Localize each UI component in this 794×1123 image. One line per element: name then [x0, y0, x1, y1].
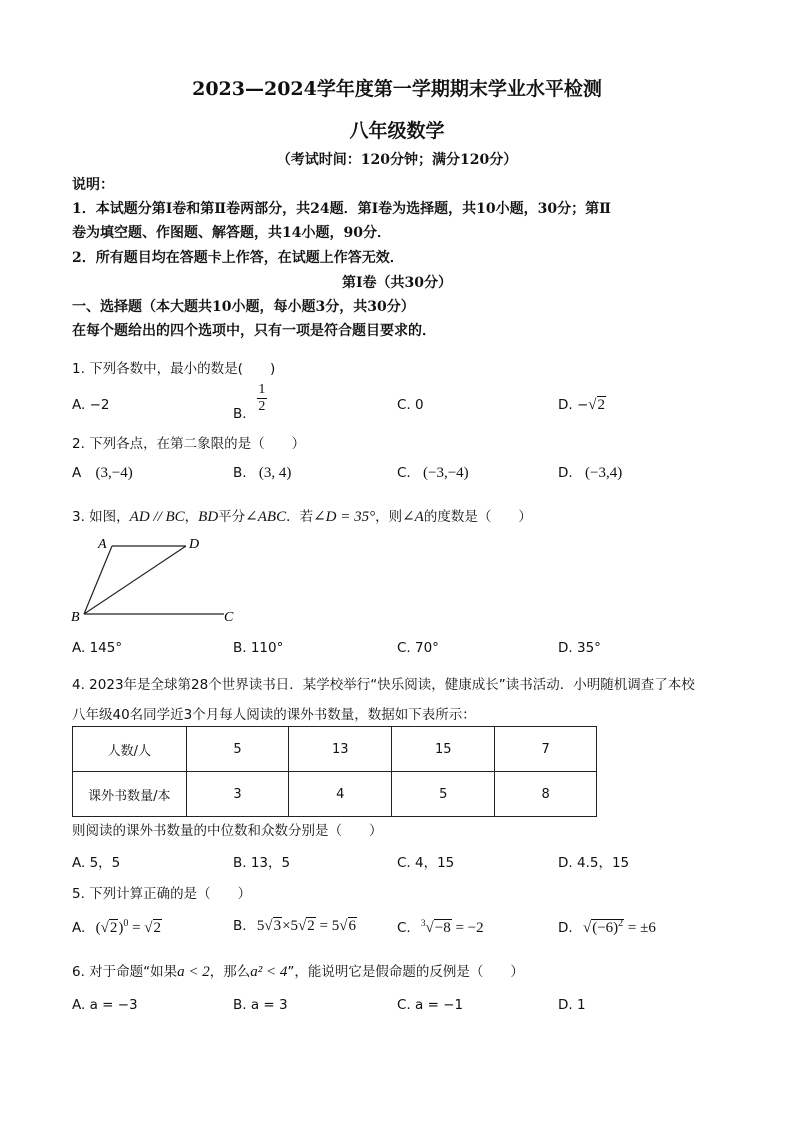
- q5-stem: 5. 下列计算正确的是（ ）: [72, 886, 252, 902]
- q3-stem-mid1: ，: [184, 509, 199, 525]
- q3-option-b: B. 110°: [233, 640, 284, 656]
- q1-fraction-denominator: 2: [258, 399, 266, 414]
- q3-stem-bd: BD: [198, 509, 219, 525]
- segment-bd: [84, 546, 186, 614]
- q1-fraction: [257, 382, 267, 415]
- q1-fraction-numerator: 1: [258, 382, 266, 397]
- q1-option-b-label: B.: [233, 405, 247, 422]
- q2-option-c-value: (−3,−4): [423, 465, 469, 481]
- q4-data-table: [72, 726, 597, 817]
- q3-stem: [72, 505, 532, 526]
- q5-option-d-exponent: 2: [618, 918, 624, 929]
- q4-stem-line-1: 4. 2023年是全球第28个世界读书日．某学校举行“快乐阅读，健康成长”读书活动．小明随机调查了本校: [72, 677, 695, 693]
- instruction-2: 2．所有题目均在答题卡上作答，在试题上作答无效．: [72, 250, 404, 266]
- q6-stem-mid: ，那么: [209, 964, 251, 980]
- q6-stem-condition: a < 2: [177, 964, 210, 980]
- exam-info: （考试时间：120分钟；满分120分）: [276, 152, 518, 168]
- table-cell: 13: [289, 727, 392, 772]
- instruction-1-line-2: 卷为填空题、作图题、解答题，共14小题，90分．: [72, 225, 391, 241]
- q2-stem: 2. 下列各点，在第二象限的是（ ）: [72, 436, 306, 452]
- q3-stem-mid4: ，则: [375, 509, 403, 525]
- q1-option-c: C. 0: [397, 397, 424, 413]
- q2-option-a: [72, 465, 133, 482]
- q2-option-d-label: D.: [558, 465, 573, 481]
- q3-stem-prefix: 3. 如图，: [72, 509, 130, 525]
- point-label-b: B: [71, 610, 80, 625]
- instruction-1-line-1: 1．本试题分第Ⅰ卷和第Ⅱ卷两部分，共24题．第Ⅰ卷为选择题，共10小题，30分；第Ⅱ: [72, 201, 611, 217]
- q5-option-b-label: B.: [233, 918, 247, 934]
- instructions-heading: 说明：: [72, 177, 114, 193]
- exam-subtitle: 八年级数学: [349, 120, 445, 142]
- q5-option-b-radicand-1: 3: [273, 918, 282, 934]
- q2-option-b-label: B.: [233, 465, 247, 481]
- q1-stem: 1. 下列各数中，最小的数是( ): [72, 361, 276, 377]
- q5-option-c-label: C.: [397, 920, 411, 936]
- table-cell: 5: [186, 727, 289, 772]
- table-cell: 4: [289, 772, 392, 817]
- q6-stem-conclusion: a² < 4: [250, 964, 288, 980]
- q2-option-c: [397, 465, 469, 482]
- q3-option-c: C. 70°: [397, 640, 439, 656]
- q1-option-b: [233, 382, 267, 422]
- table-row: [73, 727, 597, 772]
- q1-option-d-label: D. −: [558, 397, 589, 413]
- segment-ab: [84, 546, 112, 614]
- table-cell: 课外书数量/本: [73, 772, 187, 817]
- q4-option-b: B. 13，5: [233, 855, 291, 871]
- q3-stem-parallel: AD // BC: [129, 509, 185, 525]
- q5-option-d-radicand: (−6): [592, 920, 619, 936]
- q5-option-d: D. $√(-6)^2 = \pm 6$: [558, 918, 656, 936]
- q6-option-c: C. a = −1: [397, 997, 464, 1013]
- exam-title: 2023—2024学年度第一学期期末学业水平检测: [192, 78, 602, 100]
- point-label-d: D: [189, 537, 200, 552]
- q5-option-d-label: D.: [558, 920, 573, 936]
- q3-option-d: D. 35°: [558, 640, 601, 656]
- q3-stem-angle-a: ∠A: [402, 509, 424, 525]
- q2-option-d-value: (−3,4): [584, 465, 623, 481]
- q4-option-a: A. 5，5: [72, 855, 121, 871]
- point-label-a: A: [98, 537, 107, 552]
- volume-heading: 第Ⅰ卷（共30分）: [341, 275, 453, 291]
- point-label-c: C: [224, 610, 234, 625]
- q6-stem: [72, 960, 524, 981]
- q2-option-d: [558, 465, 622, 482]
- q5-option-a-radicand: 2: [109, 920, 118, 936]
- q5-option-b-radicand-3: 6: [348, 918, 356, 934]
- table-cell: 8: [495, 772, 597, 817]
- q6-stem-prefix: 6. 对于命题“如果: [72, 964, 178, 980]
- q5-option-c-radicand: −8: [434, 920, 451, 936]
- q3-figure: [68, 532, 248, 628]
- q2-option-b: [233, 465, 291, 482]
- q6-option-b: B. a = 3: [233, 997, 288, 1013]
- table-row: [73, 772, 597, 817]
- q5-option-b-radicand-2: 2: [307, 918, 315, 934]
- part-note: 在每个题给出的四个选项中，只有一项是符合题目要求的．: [72, 323, 436, 339]
- q5-option-b: B. 5√3×5√2 = 5√6: [233, 918, 356, 934]
- q2-option-b-value: (3, 4): [258, 465, 292, 481]
- q5-option-a-exponent: 0: [123, 918, 129, 929]
- table-cell: 人数/人: [73, 727, 187, 772]
- q3-stem-angle-abc: ∠ABC: [245, 509, 287, 525]
- q6-option-a: A. a = −3: [72, 997, 138, 1013]
- q5-option-b-coef: 5: [256, 918, 265, 934]
- q3-stem-suffix: 的度数是（ ）: [423, 509, 532, 525]
- q3-stem-mid3: ．若: [286, 509, 314, 525]
- q5-option-c: C. $^3$√−8 = −2: [397, 918, 484, 936]
- part-heading: 一、选择题（本大题共10小题，每小题3分，共30分）: [72, 299, 415, 315]
- table-cell: 3: [186, 772, 289, 817]
- q5-option-a-label: A.: [72, 920, 86, 936]
- q5-option-b-times: ×5: [282, 918, 299, 934]
- q1-option-a: A. −2: [72, 397, 110, 413]
- q3-option-a: A. 145°: [72, 640, 123, 656]
- q5-option-b-equals: = 5: [319, 918, 340, 934]
- q4-option-d: D. 4.5，15: [558, 855, 630, 871]
- q5-option-a-rhs: 2: [153, 920, 162, 936]
- q2-option-a-value: (3,−4): [95, 465, 133, 481]
- q3-stem-mid2: 平分: [218, 509, 246, 525]
- q4-option-c: C. 4，15: [397, 855, 455, 871]
- q1-option-d: D. −√2: [558, 397, 606, 413]
- q3-stem-angle-d: ∠D = 35°: [313, 509, 376, 525]
- q5-option-d-rhs: = ±6: [627, 920, 656, 936]
- q5-option-c-index: 3: [421, 918, 426, 928]
- table-cell: 7: [495, 727, 597, 772]
- q1-option-d-radicand: 2: [597, 397, 606, 413]
- q6-stem-suffix: ”，能说明它是假命题的反例是（ ）: [287, 964, 524, 980]
- q5-option-a: A. $(√2)^0 = √2$: [72, 918, 162, 936]
- q5-option-c-rhs: = −2: [455, 920, 484, 936]
- q2-option-c-label: C.: [397, 465, 411, 481]
- q2-option-a-label: A: [72, 465, 82, 481]
- q6-option-d: D. 1: [558, 997, 586, 1013]
- table-cell: 15: [392, 727, 495, 772]
- q4-question: 则阅读的课外书数量的中位数和众数分别是（ ）: [72, 823, 383, 839]
- q5-option-a-equals: =: [132, 920, 145, 936]
- table-cell: 5: [392, 772, 495, 817]
- q4-stem-line-2: 八年级40名同学近3个月每人阅读的课外书数量，数据如下表所示：: [72, 707, 476, 723]
